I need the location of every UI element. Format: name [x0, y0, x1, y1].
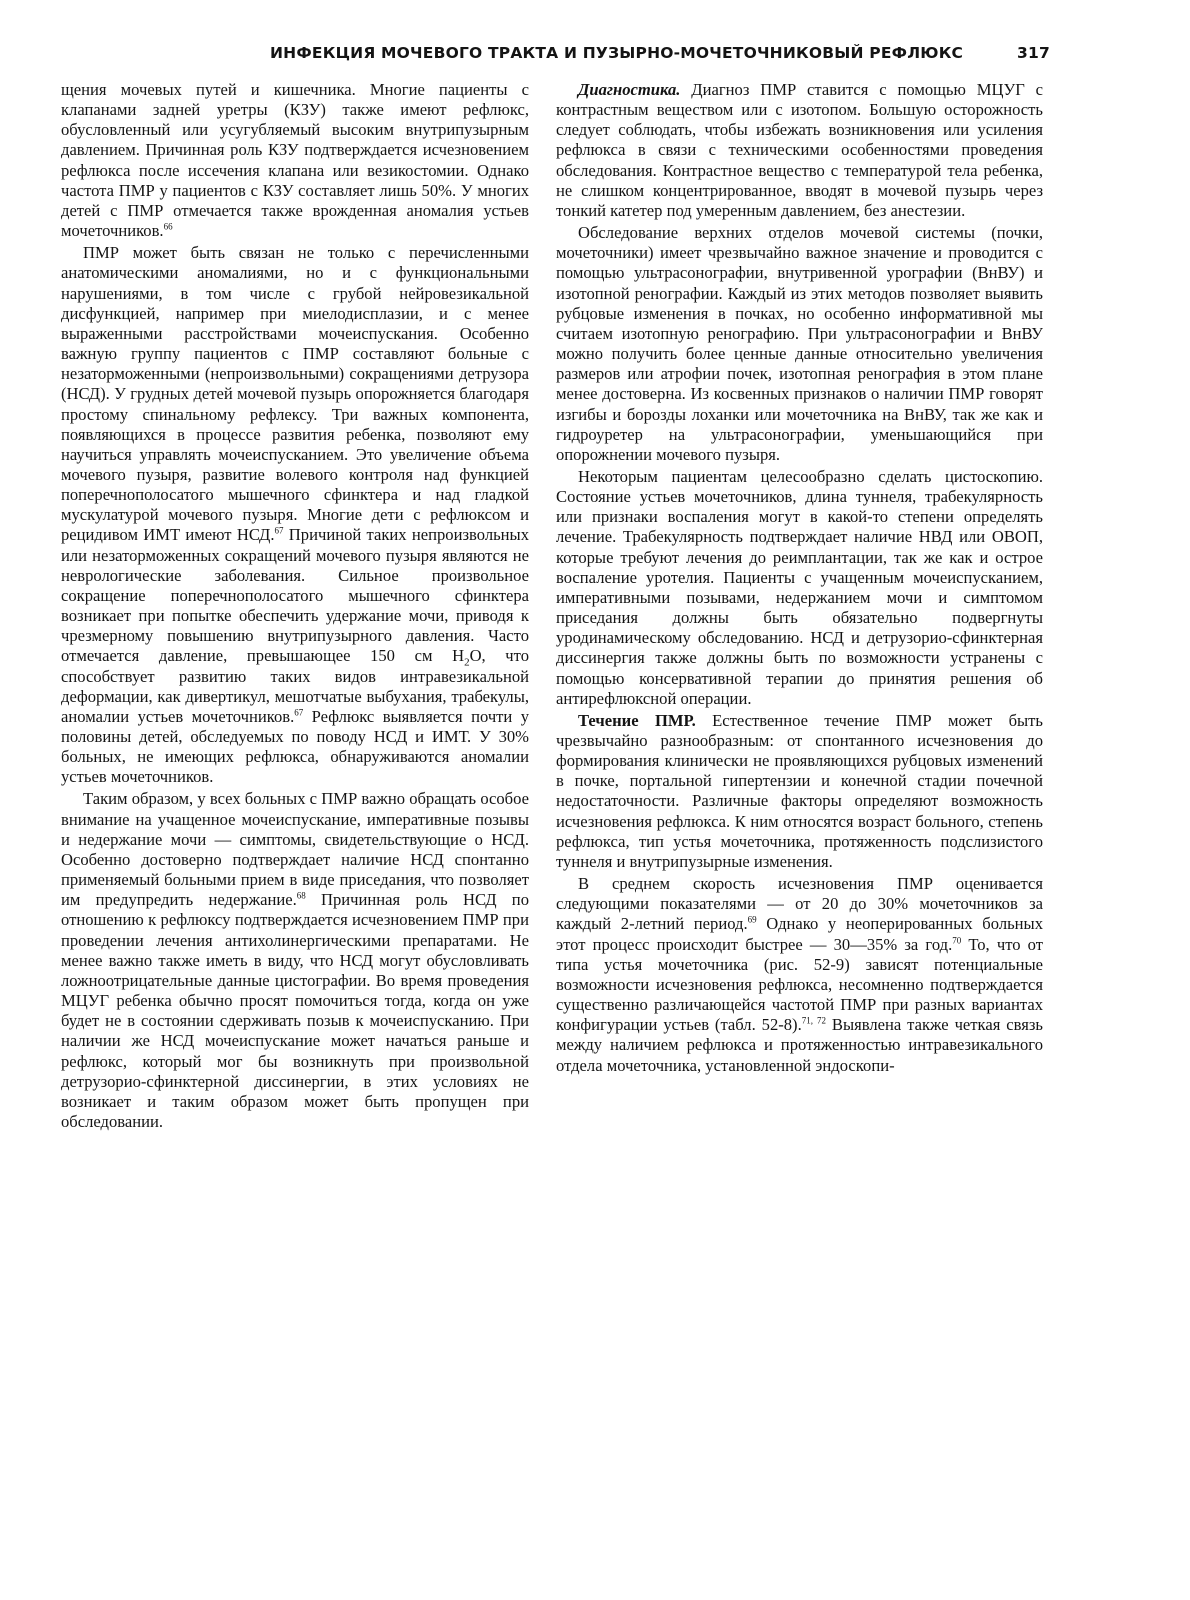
paragraph: щения мочевых путей и кишечника. Многие пациенты с клапанами задней уретры (КЗУ) также имеют рефлюкс, обусловленный или усугубляемый высоким внутрипузырным давлением. Причинная роль КЗУ подтверждается исчезновением рефлюкса после иссечения клапана или везикостомии. Однако частота ПМР у пациентов с КЗУ составляет лишь 50%. У многих детей с ПМР отмечается также врожденная аномалия устьев мочеточников.$^{66}$	[61, 80, 529, 241]
running-title: ИНФЕКЦИЯ МОЧЕВОГО ТРАКТА И ПУЗЫРНО-МОЧЕТОЧНИКОВЫЙ РЕФЛЮКС	[270, 44, 964, 62]
footnote-ref: 67	[274, 525, 284, 536]
paragraph: Таким образом, у всех больных с ПМР важно обращать особое внимание на учащенное мочеиспускание, императивные позывы и недержание мочи — симптомы, свидетельствующие о НСД. Особенно достоверно подтверждает наличие НСД спонтанно применяемый больными прием в виде приседания, что позволяет им предупредить недержание.$^{68}$ Причинная роль НСД по отношению к рефлюксу подтверждается исчезновением ПМР при проведении лечения антихолинергическими препаратами. Не менее важно также иметь в виду, что НСД могут обусловливать ложноотрицательные данные цистографии. Во время проведения МЦУГ ребенка обычно просят помочиться тогда, когда он уже будет не в состоянии сдерживать позыв к мочеиспусканию. При наличии же НСД мочеиспускание может начаться раньше и рефлюкс, который мог бы возникнуть при произвольной детрузорио-сфинктерной диссинергии, в этих условиях не возникает и таким образом может быть пропущен при обследовании.	[61, 789, 529, 1131]
footnote-ref: 69	[747, 914, 757, 925]
subscript: 2	[464, 656, 470, 669]
left-column	[61, 80, 529, 1134]
paragraph-diagnostics: Диагностика. Диагноз ПМР ставится с помощью МЦУГ с контрастным веществом или с изотопом. Большую осторожность следует соблюдать, чтобы избежать возникновения или усиления рефлюкса в связи с техническими особенностями проведения обследования. Контрастное вещество с температурой тела ребенка, не слишком концентрированное, вводят в мочевой пузырь через тонкий катетер под умеренным давлением, без анестезии.	[556, 80, 1043, 220]
paragraph: В среднем скорость исчезновения ПМР оценивается следующими показателями — от 20 до 30% мочеточников за каждый 2-летний период.$^{69}$ Однако у неоперированных больных этот процесс происходит быстрее — 30—35% за год.$^{70}$ То, что от типа устья мочеточника (рис. 52-9) зависят потенциальные возможности исчезновения рефлюкса, несомненно подтверждается существенно различающейся частотой ПМР при разных вариантах конфигурации устьев (табл. 52-8).$^{71, 72}$ Выявлена также четкая связь между наличием рефлюкса и протяженностью интравезикального отдела мочеточника, установленной эндоскопи-	[556, 874, 1043, 1075]
section-lead: Течение ПМР.	[578, 710, 696, 730]
footnote-ref: 68	[296, 890, 306, 901]
footnote-ref: 67	[294, 707, 304, 718]
footnote-ref: 66	[163, 221, 173, 232]
page-number: 317	[1017, 44, 1050, 62]
section-lead: Диагностика.	[578, 80, 681, 99]
right-column	[556, 80, 1043, 1078]
paragraph-course: Течение ПМР. Естественное течение ПМР может быть чрезвычайно разнообразным: от спонтанного исчезновения до формирования клинически не проявляющихся рубцовых изменений в почке, портальной гипертензии и конечной стадии почечной недостаточности. Различные факторы определяют возможность исчезновения рефлюкса. К ним относятся возраст больного, степень рефлюкса, тип устья мочеточника, протяженность подслизистого туннеля и внутрипузырные изменения.	[556, 710, 1043, 871]
running-head	[270, 38, 1050, 68]
footnote-ref: 71, 72	[801, 1015, 826, 1026]
footnote-ref: 70	[952, 935, 962, 946]
paragraph: Обследование верхних отделов мочевой системы (почки, мочеточники) имеет чрезвычайно важное значение и проводится с помощью ультрасонографии, внутривенной урографии (ВнВУ) и изотопной ренографии. Каждый из этих методов позволяет выявить рубцовые изменения в почках, но особенно информативной мы считаем изотопную ренографию. При ультрасонографии и ВнВУ можно получить более ценные данные относительно увеличения размеров или атрофии почек, изотопная ренография в этом плане менее достоверна. Из косвенных признаков о наличии ПМР говорят изгибы и борозды лоханки или мочеточника на ВнВУ, так же как и гидроуретер на ультрасонографии, уменьшающийся при опорожнении мочевого пузыря.	[556, 223, 1043, 464]
paragraph: Некоторым пациентам целесообразно сделать цистоскопию. Состояние устьев мочеточников, длина туннеля, трабекулярность или признаки воспаления могут в какой-то степени определять лечение. Трабекулярность подтверждает наличие НВД или ОВОП, которые требуют лечения до реимплантации, так же как и острое воспаление уротелия. Пациенты с учащенным мочеиспусканием, императивными позывами, недержанием мочи и симптомом приседания должны быть обязательно подвергнуты уродинамическому обследованию. НСД и детрузорио-сфинктерная диссинергия также должны быть по возможности устранены с помощью консервативной терапии до принятия решения об антирефлюксной операции.	[556, 466, 1043, 708]
paragraph: ПМР может быть связан не только с перечисленными анатомическими аномалиями, но и с функциональными нарушениями, в том числе с грубой нейровезикальной дисфункцией, например при миелодисплазии, и с менее выраженными расстройствами мочеиспускания. Особенно важную группу пациентов с ПМР составляют больные с незаторможенными (непроизвольными) сокращениями детрузора (НСД). У грудных детей мочевой пузырь опорожняется благодаря простому спинальному рефлексу. Три важных компонента, появляющихся в процессе развития ребенка, позволяют ему научиться управлять мочеиспусканием. Это увеличение объема мочевого пузыря, развитие волевого контроля над функцией поперечнополосатого мышечного сфинктера и над гладкой мускулатурой мочевого пузыря. Многие дети с рефлюксом и рецидивом ИМТ имеют НСД.$^{67}$ Причиной таких непроизвольных или незаторможенных сокращений мочевого пузыря являются не неврологические заболевания. Сильное произвольное сокращение поперечнополосатого мышечного сфинктера возникает при попытке обеспечить удержание мочи, приводя к чрезмерному повышению внутрипузырного давления. Часто отмечается давление, превышающее 150 см $H_2O$, что способствует развитию таких видов интравезикальной деформации, как дивертикул, мешотчатые выбухания, трабекулы, аномалии устьев мочеточников.$^{67}$ Рефлюкс выявляется почти у половины детей, обследуемых по поводу НСД и ИМТ. У 30% больных, не имеющих рефлюкса, обнаруживаются аномалии устьев мочеточников.	[61, 243, 530, 787]
